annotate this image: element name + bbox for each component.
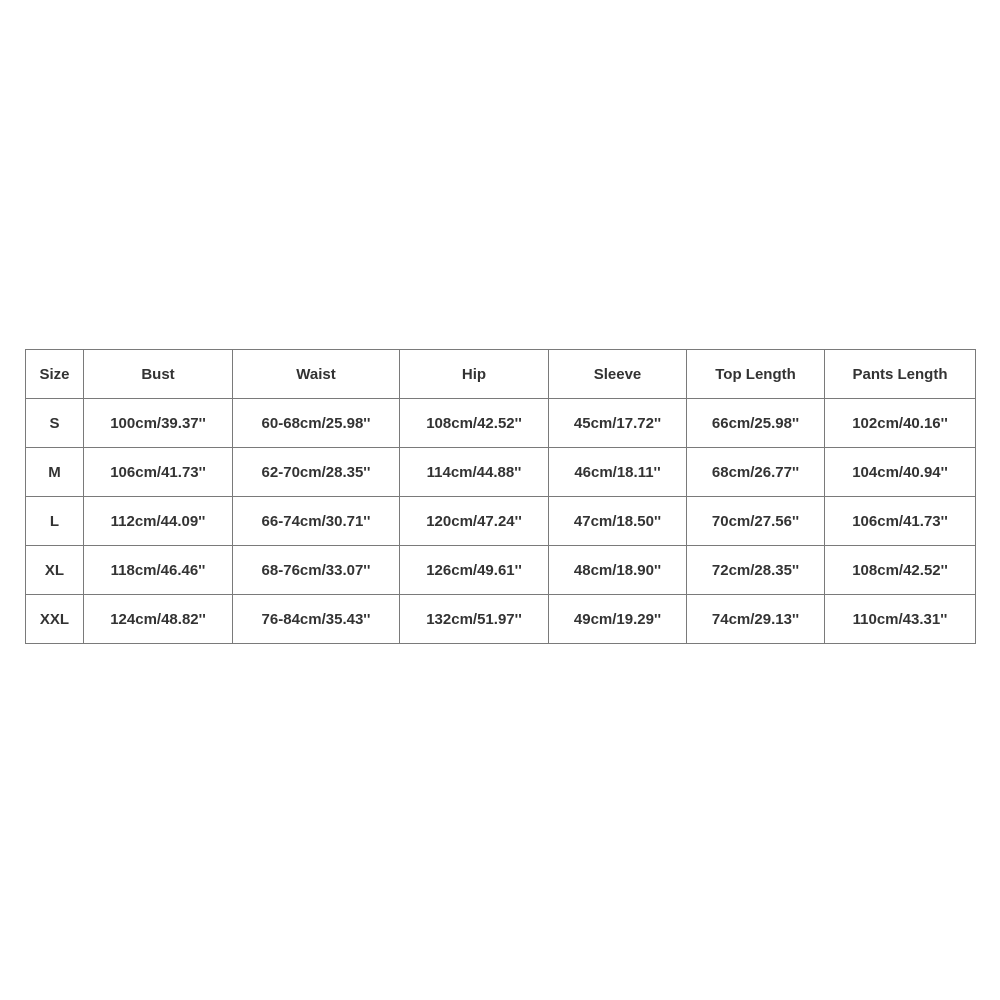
cell-top-length: 70cm/27.56'' [687, 497, 825, 546]
cell-bust: 124cm/48.82'' [84, 595, 233, 644]
cell-sleeve: 47cm/18.50'' [549, 497, 687, 546]
table-row [26, 399, 976, 448]
cell-pants-length: 102cm/40.16'' [825, 399, 976, 448]
header-waist: Waist [233, 350, 400, 399]
cell-top-length: 68cm/26.77'' [687, 448, 825, 497]
cell-hip: 108cm/42.52'' [400, 399, 549, 448]
cell-sleeve: 48cm/18.90'' [549, 546, 687, 595]
header-pants-length: Pants Length [825, 350, 976, 399]
header-size: Size [26, 350, 84, 399]
cell-bust: 106cm/41.73'' [84, 448, 233, 497]
table-row [26, 448, 976, 497]
cell-top-length: 66cm/25.98'' [687, 399, 825, 448]
cell-sleeve: 49cm/19.29'' [549, 595, 687, 644]
cell-waist: 60-68cm/25.98'' [233, 399, 400, 448]
cell-size: XXL [26, 595, 84, 644]
header-row [26, 350, 976, 399]
cell-bust: 118cm/46.46'' [84, 546, 233, 595]
cell-top-length: 72cm/28.35'' [687, 546, 825, 595]
table-row [26, 546, 976, 595]
table-row [26, 497, 976, 546]
cell-hip: 120cm/47.24'' [400, 497, 549, 546]
cell-sleeve: 46cm/18.11'' [549, 448, 687, 497]
cell-pants-length: 104cm/40.94'' [825, 448, 976, 497]
cell-hip: 126cm/49.61'' [400, 546, 549, 595]
cell-waist: 76-84cm/35.43'' [233, 595, 400, 644]
cell-size: L [26, 497, 84, 546]
header-top-length: Top Length [687, 350, 825, 399]
header-hip: Hip [400, 350, 549, 399]
cell-bust: 100cm/39.37'' [84, 399, 233, 448]
cell-hip: 114cm/44.88'' [400, 448, 549, 497]
cell-sleeve: 45cm/17.72'' [549, 399, 687, 448]
cell-size: M [26, 448, 84, 497]
size-chart-table [25, 349, 976, 644]
cell-waist: 68-76cm/33.07'' [233, 546, 400, 595]
header-sleeve: Sleeve [549, 350, 687, 399]
cell-size: S [26, 399, 84, 448]
cell-top-length: 74cm/29.13'' [687, 595, 825, 644]
cell-size: XL [26, 546, 84, 595]
cell-pants-length: 106cm/41.73'' [825, 497, 976, 546]
table-row [26, 595, 976, 644]
cell-bust: 112cm/44.09'' [84, 497, 233, 546]
cell-pants-length: 108cm/42.52'' [825, 546, 976, 595]
cell-waist: 62-70cm/28.35'' [233, 448, 400, 497]
cell-pants-length: 110cm/43.31'' [825, 595, 976, 644]
header-bust: Bust [84, 350, 233, 399]
cell-waist: 66-74cm/30.71'' [233, 497, 400, 546]
cell-hip: 132cm/51.97'' [400, 595, 549, 644]
